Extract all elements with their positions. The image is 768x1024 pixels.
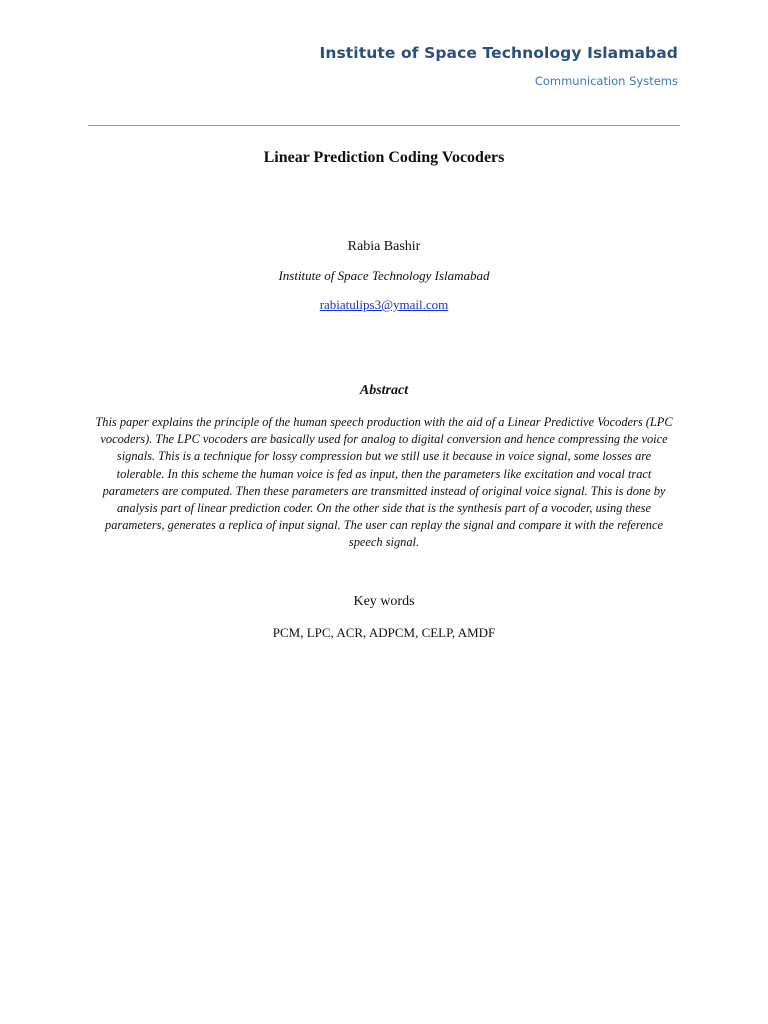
- email-link[interactable]: rabiatulips3@ymail.com: [319, 297, 449, 312]
- abstract-heading: Abstract: [359, 383, 409, 398]
- institute-name: Institute of Space Technology Islamabad: [319, 44, 678, 62]
- author-email: [0, 297, 768, 313]
- abstract-text: This paper explains the principle of the human speech production with the aid of a Linear Predictive Vocoders (LPC vocoders). The LPC vocoders are basically used for analog to digital conversion and hence compressing the voice signals. This is a technique for lossy compression but we still use it because in voice signal, some losses are tolerable. In this scheme the human voice is fed as input, then the parameters like excitation and vocal tract parameters are computed. Then these parameters are transmitted instead of original voice signal. This is done by analysis part of linear prediction coder. On the other side that is the synthesis part of a vocoder, using these parameters, generates a replica of input signal. The user can replay the signal and compare it with the reference speech signal.: [95, 415, 673, 550]
- author-affiliation: Institute of Space Technology Islamabad: [278, 268, 490, 283]
- keywords-list: PCM, LPC, ACR, ADPCM, CELP, AMDF: [272, 625, 496, 640]
- keywords-heading: Key words: [353, 594, 415, 609]
- author-name: Rabia Bashir: [347, 239, 421, 254]
- paper-title: Linear Prediction Coding Vocoders: [263, 149, 505, 166]
- department-name: Communication Systems: [534, 74, 678, 88]
- page-header: [319, 44, 678, 88]
- header-divider: [88, 125, 680, 126]
